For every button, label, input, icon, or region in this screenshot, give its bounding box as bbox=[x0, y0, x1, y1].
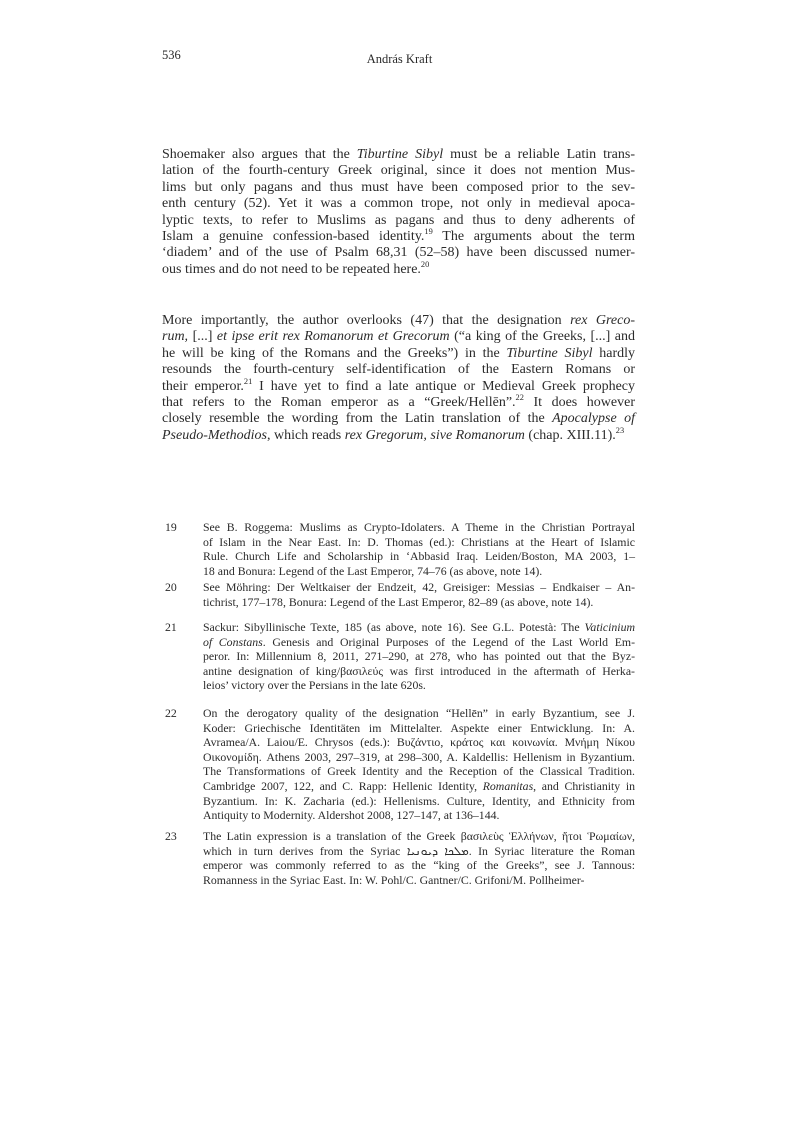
italic-text: et ipse erit rex Romanorum et Grecorum bbox=[216, 329, 450, 345]
running-head: András Kraft bbox=[366, 52, 433, 66]
footnote-number: 20 bbox=[165, 580, 177, 594]
text-line bbox=[203, 808, 635, 823]
text-line bbox=[203, 549, 635, 564]
italic-text: rex Greco- bbox=[570, 313, 635, 328]
text-run: (chap. XIII.11). bbox=[524, 427, 616, 443]
text-line bbox=[162, 376, 635, 395]
text-run: Islam a genuine confession-based identity. bbox=[162, 229, 425, 245]
text-run: tichrist, 177–178, Bonura: Legend of the Last Emperor, 82–89 (as above, note 14). bbox=[203, 594, 594, 609]
text-run: On the derogatory quality of the designation “Hellēn” in early Byzantium, see J. bbox=[203, 706, 635, 720]
text-run: hardly bbox=[592, 345, 636, 361]
text-line bbox=[162, 411, 635, 427]
italic-text: rex Gregorum, sive Romanorum bbox=[344, 427, 525, 443]
text-run: enth century (52). Yet it was a common trope, not only in medieval apoca- bbox=[162, 196, 635, 212]
text-line bbox=[203, 735, 635, 750]
text-line bbox=[162, 362, 635, 378]
text-line bbox=[203, 794, 635, 809]
text-line bbox=[203, 520, 635, 535]
footnote-text bbox=[203, 706, 635, 823]
text-run: (“a king of the Greeks, [...] and bbox=[449, 329, 636, 345]
footnote-number: 23 bbox=[165, 829, 177, 843]
text-run: [...] bbox=[192, 329, 217, 345]
text-run: their emperor. bbox=[162, 378, 244, 394]
text-line bbox=[203, 580, 635, 595]
text-run: Koder: Griechische Identitäten im Mittelalter. Aspekte einer Entwicklung. In: A. bbox=[203, 720, 635, 735]
footnote-number: 22 bbox=[165, 706, 177, 720]
text-run: Romanness in the Syriac East. In: W. Pohl/C. Gantner/C. Grifoni/M. Pollheimer- bbox=[203, 872, 585, 887]
text-run: See Möhring: Der Weltkaiser der Endzeit, 42, Greisiger: Messias – Endkaiser – An- bbox=[203, 580, 635, 594]
italic-text: Apocalypse of bbox=[552, 411, 635, 427]
text-line bbox=[203, 844, 635, 859]
text-run: Οικονομίδη. Athens 2003, 297–319, at 298–300, A. Kaldellis: Hellenism in Byzantium. bbox=[203, 749, 635, 764]
text-run: ous times and do not need to be repeated here. bbox=[162, 261, 421, 277]
text-line bbox=[162, 313, 635, 329]
text-run: . In Syriac literature the Roman bbox=[468, 843, 635, 858]
italic-text: Pseudo-Methodios bbox=[162, 427, 267, 443]
italic-text: Tiburtine Sibyl bbox=[356, 147, 444, 162]
text-run: Byzantium. In: K. Zacharia (ed.): Hellenisms. Culture, Identity, and Ethnicity from bbox=[203, 793, 635, 808]
text-run: closely resemble the wording from the Latin translation of the bbox=[162, 411, 553, 427]
text-run: See B. Roggema: Muslims as Crypto-Idolaters. A Theme in the Christian Portrayal bbox=[203, 520, 635, 534]
text-run: . Genesis and Original Purposes of the Legend of the Last World Em- bbox=[262, 634, 636, 649]
text-line bbox=[162, 395, 635, 411]
text-run: , which reads bbox=[266, 427, 345, 443]
text-run: Avramea/A. Laiou/E. Chrysos (eds.): Βυζάντιο, κράτος και κοινωνία. Μνήμη Νίκου bbox=[203, 735, 635, 750]
text-run: Cambridge 2007, 122, and C. Rapp: Hellenic Identity, bbox=[203, 778, 483, 793]
text-line bbox=[203, 750, 635, 765]
text-run: The Transformations of Greek Identity and the Reception of the Classical Tradition. bbox=[203, 764, 635, 779]
text-run: he will be king of the Romans and the Greeks”) in the bbox=[162, 345, 507, 361]
page-number: 536 bbox=[162, 48, 181, 62]
text-line bbox=[203, 873, 635, 888]
text-run: ‘diadem’ and of the use of Psalm 68,31 (52–58) have been discussed numer- bbox=[162, 245, 635, 261]
italic-text: of Constans bbox=[203, 634, 263, 649]
body-paragraph-1 bbox=[162, 147, 635, 278]
text-line bbox=[203, 620, 635, 635]
text-line bbox=[203, 564, 635, 579]
text-line bbox=[203, 595, 635, 610]
footnote-text bbox=[203, 520, 635, 578]
text-line bbox=[203, 721, 635, 736]
text-line bbox=[162, 229, 635, 245]
footnote-reference: 19 bbox=[424, 227, 433, 237]
footnote-text bbox=[203, 580, 635, 609]
text-run: lation of the fourth-century Greek original, since it does not mention Mus- bbox=[162, 163, 635, 179]
text-line bbox=[162, 329, 635, 345]
text-line bbox=[162, 346, 635, 362]
footnote-reference: 22 bbox=[515, 393, 524, 403]
text-line bbox=[203, 858, 635, 873]
italic-text: Vaticinium bbox=[584, 620, 635, 634]
footnote-number: 19 bbox=[165, 520, 177, 534]
text-run: The Latin expression is a translation of the Greek βασιλεὺς Ἑλλήνων, ἤτοι Ῥωμαίων, bbox=[203, 829, 635, 843]
text-run: Antiquity to Modernity. Aldershot 2008, 127–147, at 136–144. bbox=[203, 808, 500, 823]
text-line bbox=[203, 706, 635, 721]
footnote-23 bbox=[165, 829, 635, 887]
footnote-number: 21 bbox=[165, 620, 177, 634]
text-run: which in turn derives from the Syriac bbox=[203, 843, 407, 858]
text-run: , and Christianity in bbox=[533, 778, 635, 793]
text-line bbox=[162, 259, 635, 278]
text-line bbox=[162, 425, 635, 444]
text-run: must be a reliable Latin trans- bbox=[443, 147, 635, 162]
footnote-reference: 23 bbox=[615, 425, 625, 435]
text-run: The arguments about the term bbox=[432, 229, 635, 245]
text-line bbox=[162, 245, 635, 261]
footnote-reference: 21 bbox=[243, 376, 253, 386]
text-run: More importantly, the author overlooks (47) that the designation bbox=[162, 313, 571, 328]
italic-text: rum, bbox=[162, 329, 193, 345]
text-run: leios’ victory over the Persians in the late 620s. bbox=[203, 678, 426, 693]
footnote-20 bbox=[165, 580, 635, 609]
text-run: Sackur: Sibyllinische Texte, 185 (as above, note 16). See G.L. Potestà: The bbox=[203, 620, 585, 634]
footnote-reference: 20 bbox=[420, 259, 430, 269]
text-line bbox=[162, 213, 635, 229]
footnote-19 bbox=[165, 520, 635, 578]
text-line bbox=[162, 163, 635, 179]
text-line bbox=[203, 779, 635, 794]
body-paragraph-2 bbox=[162, 313, 635, 444]
text-run: It does however bbox=[523, 395, 635, 411]
footnote-text bbox=[203, 829, 635, 887]
text-run: that refers to the Roman emperor as a “Greek/Hellēn”. bbox=[162, 395, 516, 411]
text-line bbox=[203, 649, 635, 664]
text-line bbox=[203, 678, 635, 693]
italic-text: Romanitas bbox=[482, 778, 534, 793]
text-run: lyptic texts, to refer to Muslims as pagans and thus to deny adherents of bbox=[162, 212, 635, 228]
text-run: resounds the fourth-century self-identification of the Eastern Romans or bbox=[162, 362, 635, 378]
text-line bbox=[162, 180, 635, 196]
text-run: peror. In: Millennium 8, 2011, 271–290, at 278, who has pointed out that the Byz- bbox=[203, 649, 635, 664]
text-line bbox=[203, 829, 635, 844]
text-run: antine designation of king/βασιλεύς was first introduced in the aftermath of Herka- bbox=[203, 663, 635, 678]
text-line bbox=[162, 196, 635, 212]
text-run: lims but only pagans and thus must have been composed prior to the sev- bbox=[162, 179, 635, 195]
footnote-22 bbox=[165, 706, 635, 823]
text-line bbox=[203, 764, 635, 779]
footnote-21 bbox=[165, 620, 635, 693]
syriac-text: ܡܠܟܐ ܕܝܘܢܝܐ bbox=[406, 843, 469, 858]
text-run: Rule. Church Life and Scholarship in ‘Abbasid Iraq. Leiden/Boston, MA 2003, 1– bbox=[203, 549, 635, 564]
text-run: Shoemaker also argues that the bbox=[162, 147, 357, 162]
text-run: emperor was commonly referred to as the “king of the Greeks”, see J. Tannous: bbox=[203, 858, 635, 873]
text-run: I have yet to find a late antique or Medieval Greek prophecy bbox=[252, 378, 635, 394]
text-line bbox=[203, 664, 635, 679]
text-run: of Islam in the Near East. In: D. Thomas (ed.): Christians at the Heart of Islamic bbox=[203, 534, 635, 549]
italic-text: Tiburtine Sibyl bbox=[506, 345, 593, 361]
text-run: 18 and Bonura: Legend of the Last Emperor, 74–76 (as above, note 14). bbox=[203, 563, 543, 578]
text-line bbox=[203, 635, 635, 650]
text-line bbox=[203, 535, 635, 550]
text-line bbox=[162, 147, 635, 163]
footnote-text bbox=[203, 620, 635, 693]
